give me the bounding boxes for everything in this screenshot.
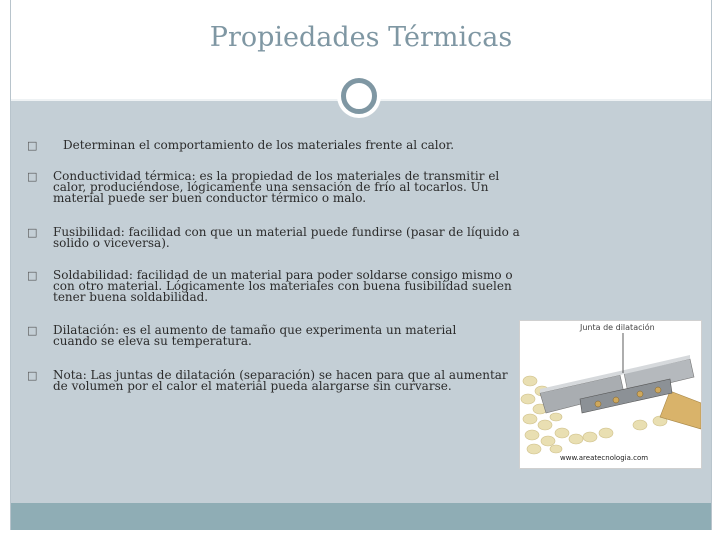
bullet-text: Conductividad térmica: es la propiedad de los materiales de transmitir el calor, produciéndose, lógicamente una sensación de frío al tocarlos. Un material puede ser buen conductor térmico o malo.	[53, 169, 500, 205]
bullet-marker-icon: □	[27, 170, 38, 183]
figure-label: Junta de dilatación	[580, 323, 655, 332]
bullet-marker-icon: □	[27, 369, 38, 382]
slide	[10, 0, 712, 530]
expansion-joint-figure	[519, 320, 702, 469]
figure-credit: www.areatecnologia.com	[560, 454, 649, 462]
bullet-marker-icon: □	[27, 269, 38, 282]
bullet-text: Soldabilidad: facilidad de un material para poder soldarse consigo mismo o con otro material. Lógicamente los materiales con buena fusibilidad suelen tener buena soldabilidad.	[53, 268, 513, 304]
rail-joint-illustration	[520, 321, 701, 468]
slide-title: Propiedades Térmicas	[209, 22, 513, 53]
bullet-text: Fusibilidad: facilidad con que un material puede fundirse (pasar de líquido a solido o viceversa).	[53, 225, 520, 250]
bullet-marker-icon: □	[27, 226, 38, 239]
bullet-text: Nota: Las juntas de dilatación (separación) se hacen para que al aumentar de volumen por el calor el material pueda alargarse sin curvarse.	[53, 368, 508, 393]
bullet-text: Dilatación: es el aumento de tamaño que experimenta un material cuando se eleva su temperatura.	[53, 323, 457, 348]
bullet-marker-icon: □	[27, 139, 38, 152]
bottom-bar	[11, 503, 711, 530]
bullet-text: Determinan el comportamiento de los materiales frente al calor.	[63, 138, 455, 152]
bullet-marker-icon: □	[27, 324, 38, 337]
